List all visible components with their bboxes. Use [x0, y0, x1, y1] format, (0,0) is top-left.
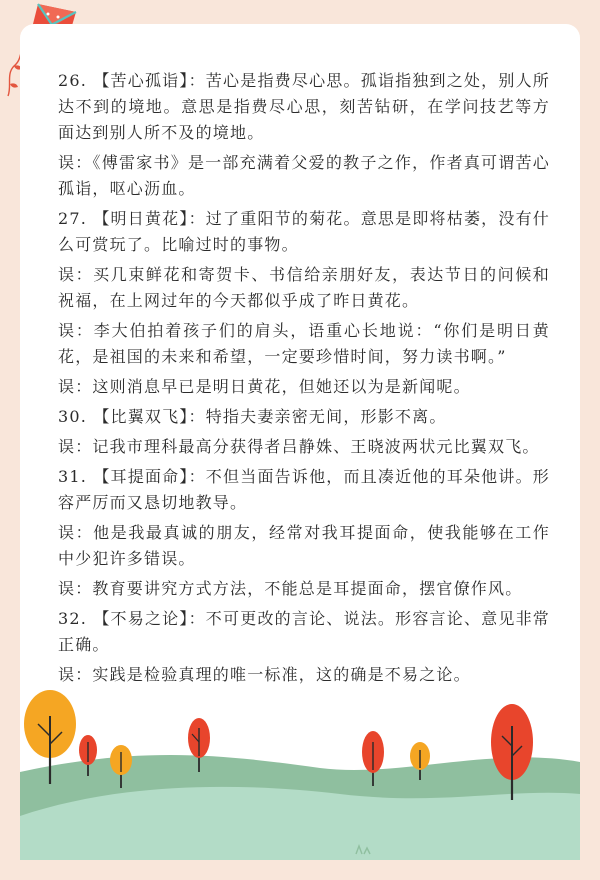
paragraph-27-example-1: 误：买几束鲜花和寄贺卡、书信给亲朋好友，表达节日的问候和祝福，在上网过年的今天都似乎成了昨日黄花。: [58, 265, 550, 310]
paragraph-27-example-2: 误：李大伯拍着孩子们的肩头，语重心长地说：“你们是明日黄花，是祖国的未来和希望，一定要珍惜时间，努力读书啊。”: [58, 321, 550, 366]
paragraph-30-definition: 30. 【比翼双飞】：特指夫妻亲密无间，形影不离。: [58, 407, 447, 426]
paragraph-31-example-2: 误：教育要讲究方式方法，不能总是耳提面命，摆官僚作风。: [58, 579, 523, 598]
paragraph-32-definition: 32. 【不易之论】：不可更改的言论、说法。形容言论、意见非常正确。: [58, 609, 550, 654]
paragraph-27-example-3: 误：这则消息早已是明日黄花，但她还以为是新闻呢。: [58, 377, 471, 396]
autumn-trees-illustration: [20, 676, 580, 860]
paragraph-30-example: 误：记我市理科最高分获得者吕静姝、王晓波两状元比翼双飞。: [58, 437, 540, 456]
paragraph-26-definition: 26. 【苦心孤诣】：苦心是指费尽心思。孤诣指独到之处，别人所达不到的境地。意思是指费尽心思，刻苦钻研，在学问技艺等方面达到别人所不及的境地。: [58, 71, 550, 142]
paragraph-27-definition: 27. 【明日黄花】：过了重阳节的菊花。意思是即将枯萎，没有什么可赏玩了。比喻过时的事物。: [58, 209, 550, 254]
paragraph-32-example: 误：实践是检验真理的唯一标准，这的确是不易之论。: [58, 665, 471, 684]
article-body: [58, 68, 550, 692]
paragraph-31-definition: 31. 【耳提面命】：不但当面告诉他，而且凑近他的耳朵他讲。形容严厉而又恳切地教导。: [58, 467, 550, 512]
paragraph-26-example: 误：《傅雷家书》是一部充满着父爱的教子之作，作者真可谓苦心孤诣，呕心沥血。: [58, 153, 550, 198]
paragraph-31-example-1: 误：他是我最真诚的朋友，经常对我耳提面命，使我能够在工作中少犯许多错误。: [58, 523, 550, 568]
